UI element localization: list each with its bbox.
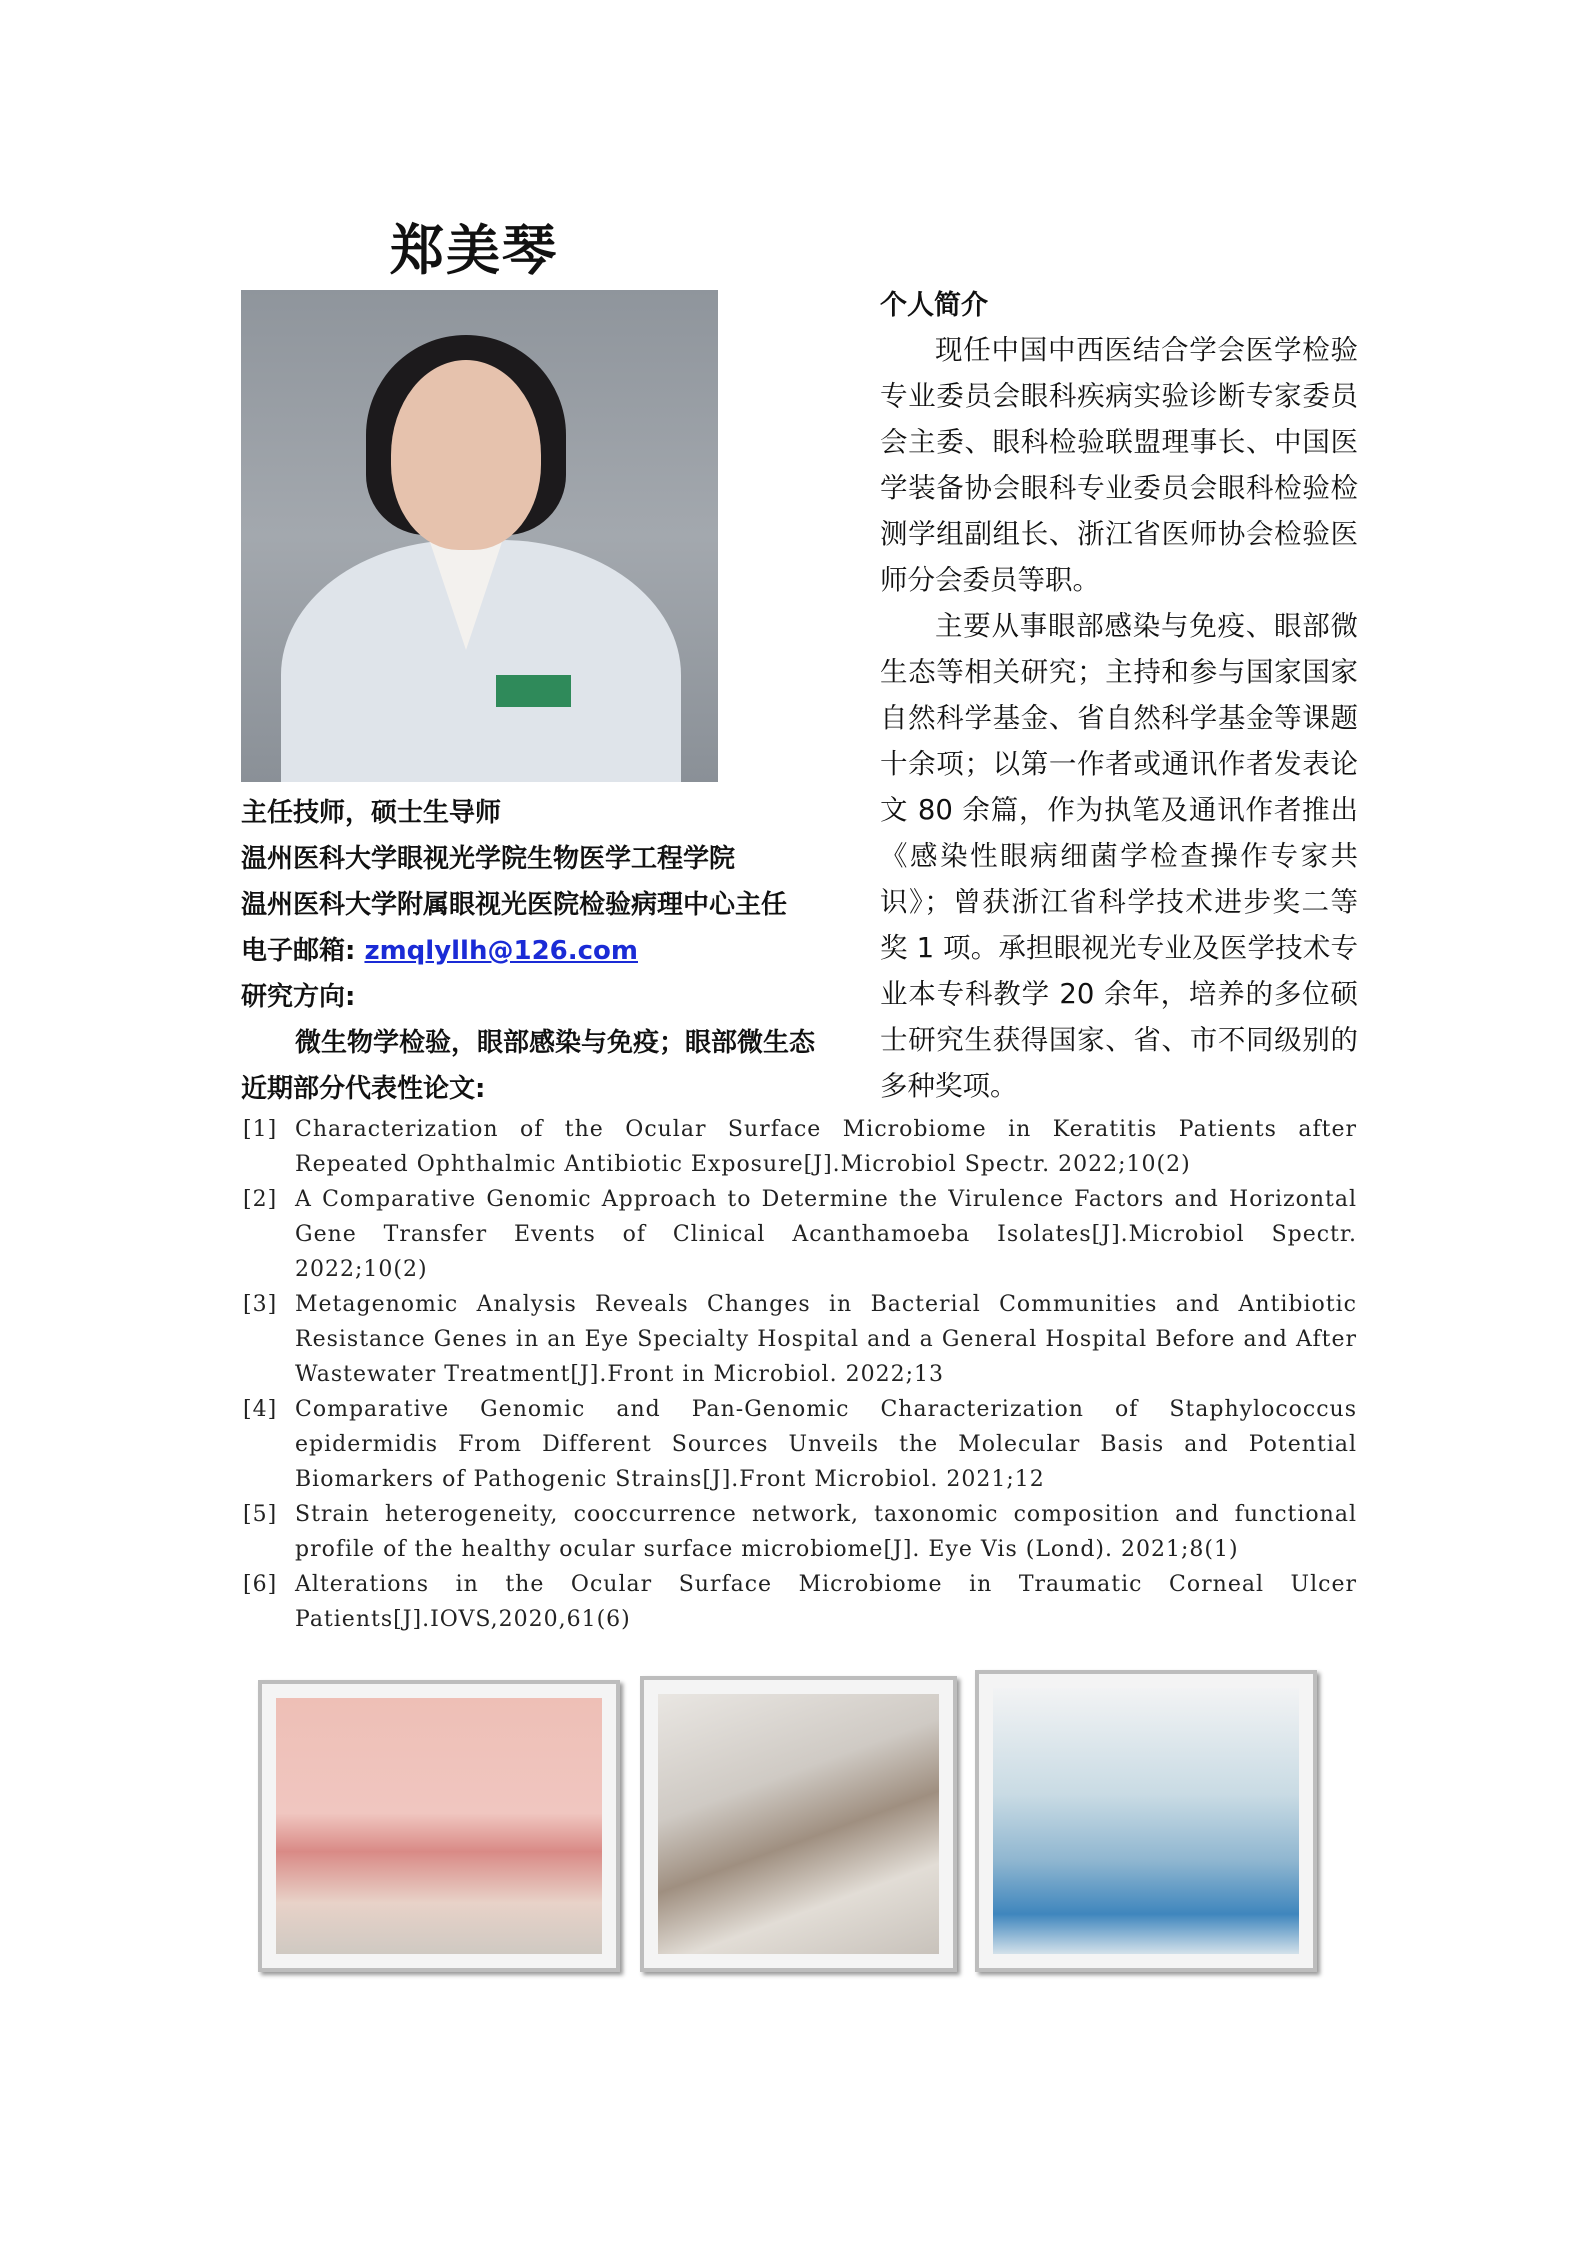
group-photo xyxy=(276,1698,602,1954)
reference-item xyxy=(243,1497,1357,1567)
reference-text: Comparative Genomic and Pan-Genomic Characterization of Staphylococcus epidermidis From Different Sources Unveils the Molecular Basis and Potential Biomarkers of Pathogenic Strains[J].Front Microbiol. 2021;12 xyxy=(295,1397,1357,1492)
classroom-photo-frame xyxy=(640,1676,957,1972)
bio-paragraph: 主要从事眼部感染与免疫、眼部微生态等相关研究；主持和参与国家国家自然科学基金、省自然科学基金等课题十余项；以第一作者或通讯作者发表论文 80 余篇，作为执笔及通讯作者推出《感染性眼病细菌学检查操作专家共识》；曾获浙江省科学技术进步奖二等奖 1 项。承担眼视光专业及医学技术专业本专科教学 20 余年，培养的多位硕士研究生获得国家、省、市不同级别的多种奖项。 xyxy=(880,610,1358,1102)
reference-number: [3] xyxy=(243,1292,278,1317)
affiliation: 温州医科大学眼视光学院生物医学工程学院 xyxy=(241,844,736,874)
reference-number: [6] xyxy=(243,1572,278,1597)
reference-text: Characterization of the Ocular Surface Microbiome in Keratitis Patients after Repeated Ophthalmic Antibiotic Exposure[J].Microbiol Spectr. 2022;10(2) xyxy=(295,1117,1357,1177)
lab-photo xyxy=(993,1688,1299,1954)
bio-heading: 个人简介 xyxy=(880,290,988,321)
reference-item xyxy=(243,1287,1357,1392)
lab-photo-frame xyxy=(975,1670,1317,1972)
bio-section xyxy=(880,285,1358,1109)
reference-item xyxy=(243,1392,1357,1497)
email-label: 电子邮箱: xyxy=(241,936,365,966)
reference-number: [4] xyxy=(243,1397,278,1422)
research-label: 研究方向: xyxy=(241,982,356,1012)
email-row xyxy=(241,928,861,974)
research-areas: 微生物学检验，眼部感染与免疫；眼部微生态 xyxy=(295,1028,816,1058)
portrait-photo xyxy=(241,290,718,782)
group-photo-frame xyxy=(258,1680,620,1972)
reference-number: [2] xyxy=(243,1187,278,1212)
reference-item xyxy=(243,1182,1357,1287)
reference-list xyxy=(243,1112,1357,1637)
profile-section xyxy=(241,790,861,1112)
reference-number: [1] xyxy=(243,1117,278,1142)
reference-text: Metagenomic Analysis Reveals Changes in Bacterial Communities and Antibiotic Resistance Genes in an Eye Specialty Hospital and a General Hospital Before and After Wastewater Treatment[J].Front in Microbiol. 2022;13 xyxy=(295,1292,1357,1387)
bio-paragraph: 现任中国中西医结合学会医学检验专业委员会眼科疾病实验诊断专家委员会主委、眼科检验联盟理事长、中国医学装备协会眼科专业委员会眼科检验检测学组副组长、浙江省医师协会检验医师分会委员等职。 xyxy=(880,334,1358,596)
affiliation: 温州医科大学附属眼视光医院检验病理中心主任 xyxy=(241,890,788,920)
reference-number: [5] xyxy=(243,1502,278,1527)
reference-text: Strain heterogeneity, cooccurrence network, taxonomic composition and functional profile of the healthy ocular surface microbiome[J]. Eye Vis (Lond). 2021;8(1) xyxy=(295,1502,1357,1562)
reference-item xyxy=(243,1112,1357,1182)
papers-label: 近期部分代表性论文: xyxy=(241,1074,486,1104)
classroom-photo xyxy=(658,1694,939,1954)
reference-text: A Comparative Genomic Approach to Determine the Virulence Factors and Horizontal Gene Transfer Events of Clinical Acanthamoeba Isolates[J].Microbiol Spectr. 2022;10(2) xyxy=(295,1187,1357,1282)
job-title: 主任技师，硕士生导师 xyxy=(241,798,502,828)
reference-text: Alterations in the Ocular Surface Microbiome in Traumatic Corneal Ulcer Patients[J].IOVS,2020,61(6) xyxy=(295,1572,1357,1632)
email-link[interactable]: zmqlyllh@126.com xyxy=(364,936,638,966)
reference-item xyxy=(243,1567,1357,1637)
person-name: 郑美琴 xyxy=(390,219,558,282)
